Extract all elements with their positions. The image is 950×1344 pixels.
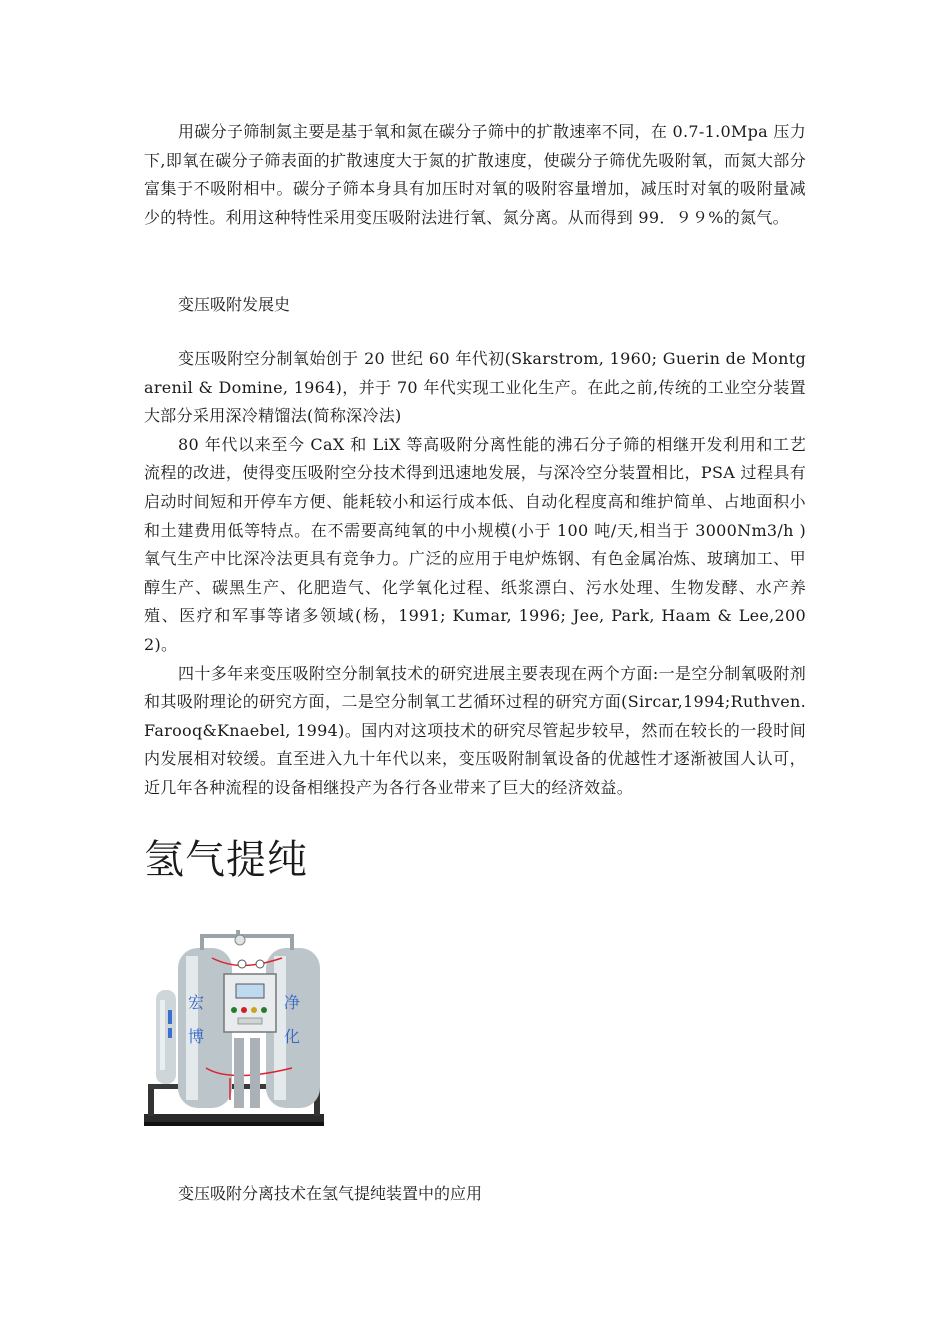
photo-label-right-bottom: 化 [284, 1027, 301, 1046]
photo-label-left-bottom: 博 [188, 1027, 205, 1046]
section-title: 氢气提纯 [144, 837, 308, 883]
history-paragraph-3: 四十多年来变压吸附空分制氧技术的研究进展主要表现在两个方面:一是空分制氧吸附剂和其吸附理论的研究方面，二是空分制氧工艺循环过程的研究方面(Sircar,1994;Ruthven.Farooq&Knaebel, 1994)。国内对这项技术的研究尽管起步较早，然而在较长的一段时间内发展相对较缓。直至进入九十年代以来，变压吸附制氧设备的优越性才逐渐被国人认可，近几年各种流程的设备相继投产为各行各业带来了巨大的经济效益。 [144, 663, 806, 797]
history-paragraph-1: 变压吸附空分制氧始创于 20 世纪 60 年代初(Skarstrom, 1960; Guerin de Montgarenil & Domine, 1964)，并于 70 年代实现工业化生产。在此之前,传统的工业空分装置大部分采用深冷精馏法(简称深冷法) [144, 349, 806, 426]
history-paragraph-2: 80 年代以来至今 CaX 和 LiX 等高吸附分离性能的沸石分子筛的相继开发利用和工艺流程的改进，使得变压吸附空分技术得到迅速地发展，与深冷空分装置相比，PSA 过程具有启动时间短和开停车方便、能耗较小和运行成本低、自动化程度高和维护简单、占地面积小和土建费用低等特点。在不需要高纯氧的中小规模(小于 100 吨/天,相当于 3000Nm3/h )氧气生产中比深冷法更具有竞争力。广泛的应用于电炉炼钢、有色金属冶炼、玻璃加工、甲醇生产、碳黑生产、化肥造气、化学氧化过程、纸浆漂白、污水处理、生物发酵、水产养殖、医疗和军事等诸多领域(杨，1991; Kumar, 1996; Jee, Park, Haam & Lee,2002)。 [144, 434, 806, 654]
history-text-block [144, 345, 806, 803]
intro-text-block [144, 118, 806, 232]
photo-caption: 变压吸附分离技术在氢气提纯装置中的应用 [178, 1184, 483, 1203]
photo-label-left-top: 宏 [188, 993, 205, 1012]
hydrogen-purifier-photo [142, 928, 328, 1140]
history-heading: 变压吸附发展史 [178, 295, 291, 314]
intro-paragraph: 用碳分子筛制氮主要是基于氧和氮在碳分子筛中的扩散速率不同，在 0.7-1.0Mpa 压力下,即氧在碳分子筛表面的扩散速度大于氮的扩散速度，使碳分子筛优先吸附氧，而氮大部分富集于不吸附相中。碳分子筛本身具有加压时对氧的吸附容量增加，减压时对氧的吸附量减少的特性。利用这种特性采用变压吸附法进行氧、氮分离。从而得到 99．９９%的氮气。 [144, 122, 806, 227]
photo-label-right-top: 净 [284, 993, 301, 1012]
